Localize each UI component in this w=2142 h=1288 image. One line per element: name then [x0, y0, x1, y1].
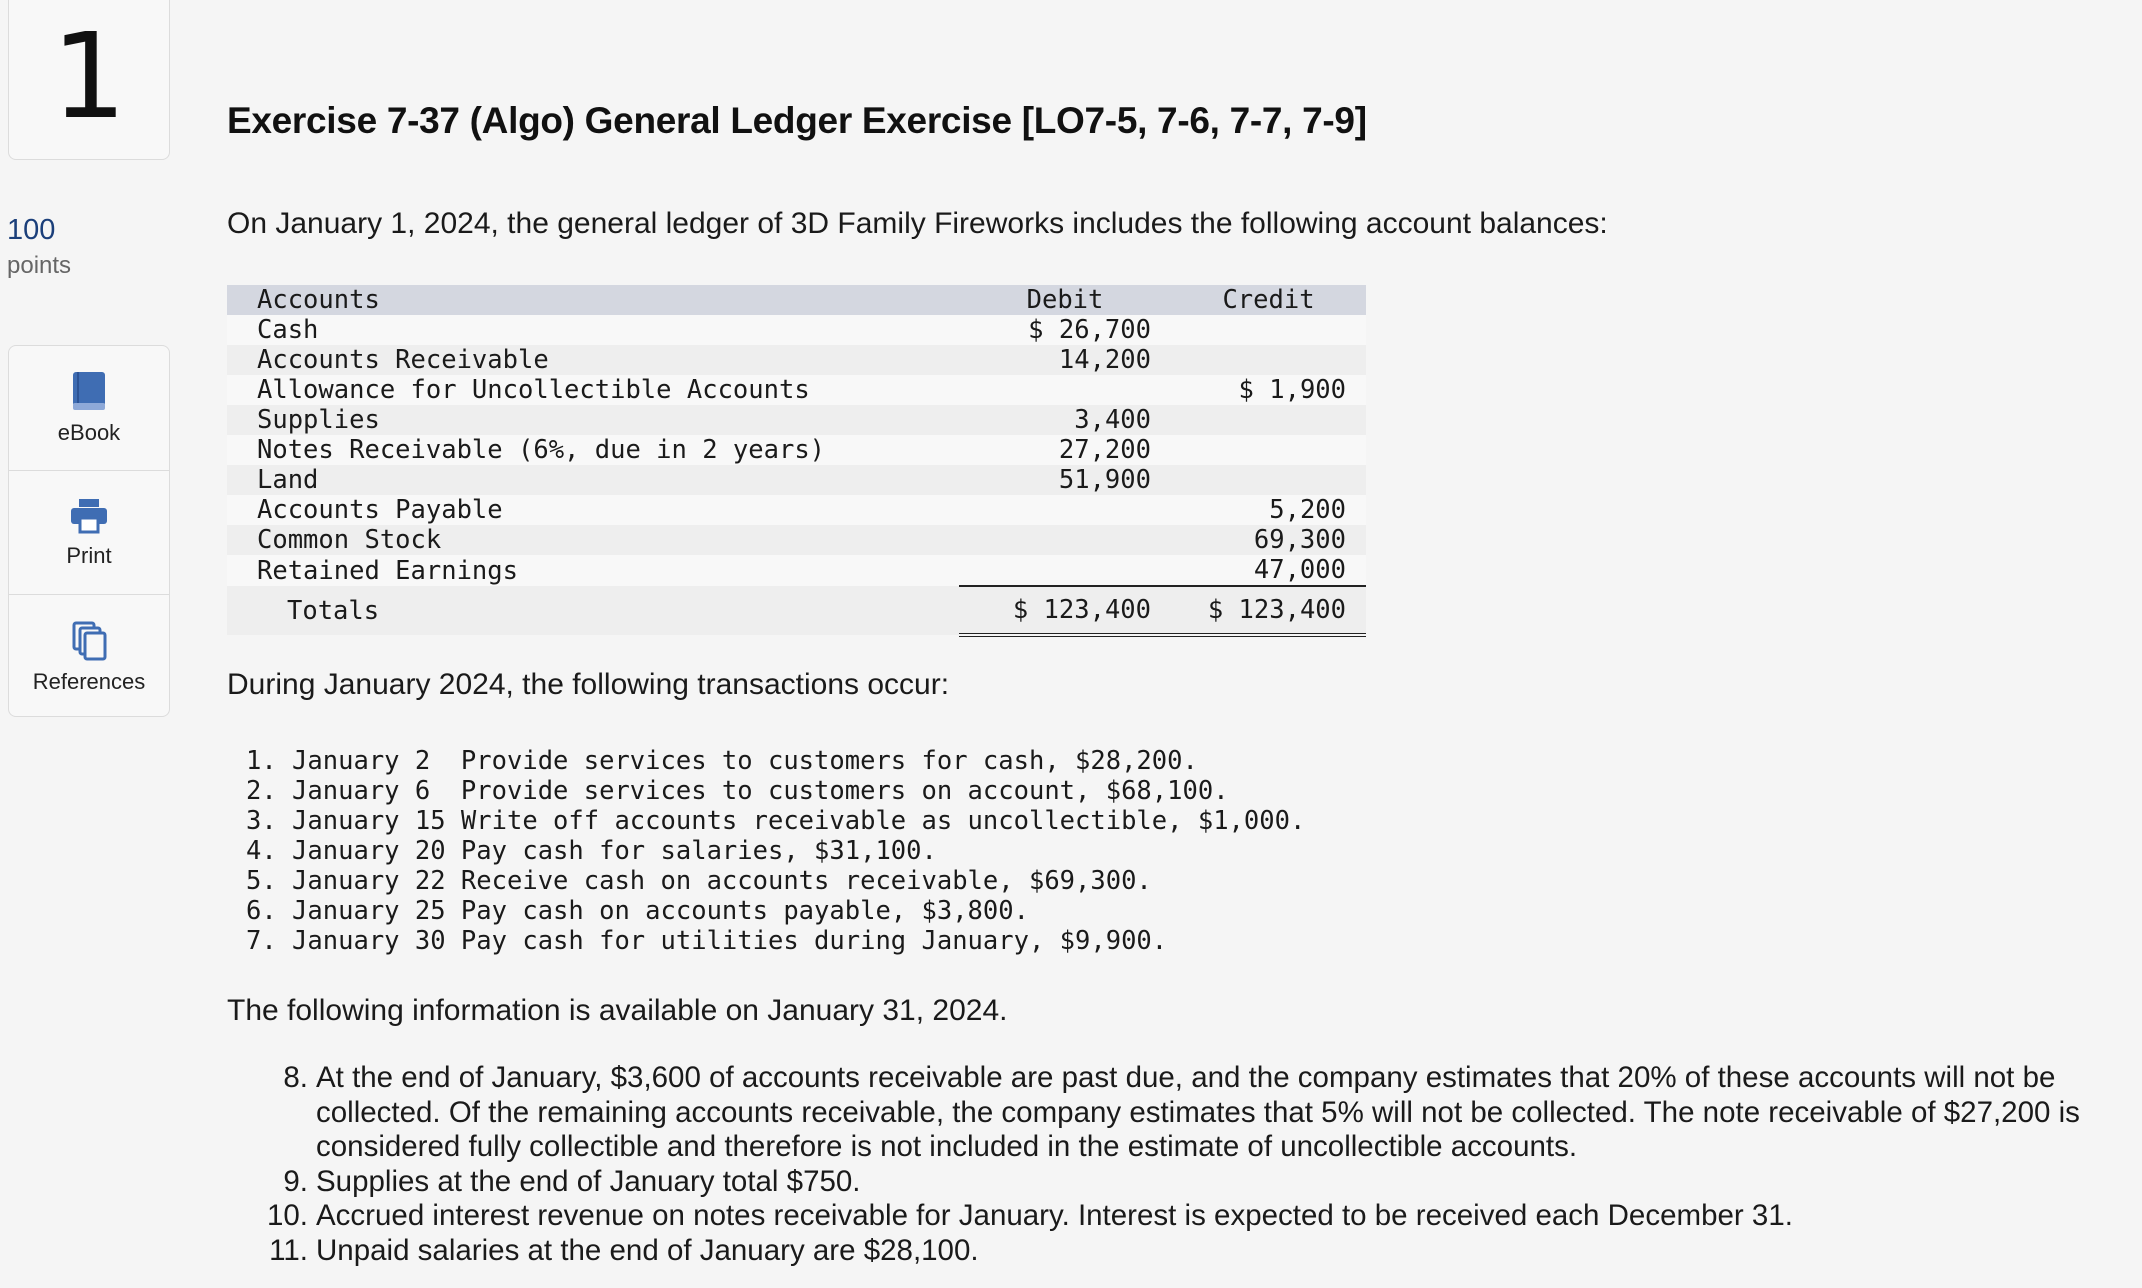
account-cell: Cash — [227, 315, 959, 345]
account-cell: Common Stock — [227, 525, 959, 555]
table-row — [227, 405, 1366, 435]
table-header-row — [227, 285, 1366, 315]
references-label: References — [32, 668, 146, 694]
exercise-title: Exercise 7-37 (Algo) General Ledger Exercise [LO7-5, 7-6, 7-7, 7-9] — [227, 100, 1367, 141]
account-cell: Supplies — [227, 405, 959, 435]
transaction-item: 3. January 15 Write off accounts receivable as uncollectible, $1,000. — [246, 806, 1306, 836]
debit-cell — [959, 495, 1171, 525]
ebook-label: eBook — [57, 420, 121, 445]
credit-cell — [1171, 465, 1366, 495]
intro-text: On January 1, 2024, the general ledger of 3D Family Fireworks includes the following account balances: — [227, 207, 1608, 240]
header-accounts: Accounts — [227, 285, 959, 315]
adjustment-text: At the end of January, $3,600 of accounts receivable are past due, and the company estimates that 20% of these accounts will not be collected. Of the remaining accounts receivable, the company estimates that 5% will not be collected. The note receivable of $27,200 is considered fully collectible and therefore is not included in the estimate of uncollectible accounts. — [316, 1061, 2080, 1163]
adjustment-text: Unpaid salaries at the end of January are $28,100. — [316, 1233, 979, 1267]
credit-cell: $ 1,900 — [1171, 375, 1366, 405]
table-row — [227, 525, 1366, 555]
ebook-icon — [71, 370, 107, 412]
debit-cell — [959, 525, 1171, 555]
table-row — [227, 555, 1366, 586]
transaction-item: 4. January 20 Pay cash for salaries, $31,100. — [246, 836, 937, 866]
points-value: 100 — [7, 214, 56, 246]
transaction-item: 1. January 2 Provide services to customers for cash, $28,200. — [246, 746, 1198, 776]
adjustment-item — [262, 1234, 2112, 1269]
debit-cell: $ 26,700 — [959, 315, 1171, 345]
info-intro: The following information is available on January 31, 2024. — [227, 994, 1008, 1027]
credit-cell — [1171, 405, 1366, 435]
credit-cell — [1171, 435, 1366, 465]
credit-cell: 5,200 — [1171, 495, 1366, 525]
credit-cell: 47,000 — [1171, 555, 1366, 586]
account-cell: Notes Receivable (6%, due in 2 years) — [227, 435, 959, 465]
totals-debit: $ 123,400 — [959, 586, 1171, 635]
ebook-button[interactable] — [9, 346, 169, 470]
transaction-item: 2. January 6 Provide services to customers on account, $68,100. — [246, 776, 1229, 806]
credit-cell: 69,300 — [1171, 525, 1366, 555]
adjustment-item — [262, 1165, 2112, 1200]
debit-cell: 3,400 — [959, 405, 1171, 435]
adjustment-number: 10. — [266, 1199, 308, 1232]
references-button[interactable] — [9, 594, 169, 718]
account-cell: Allowance for Uncollectible Accounts — [227, 375, 959, 405]
transaction-item: 6. January 25 Pay cash on accounts payable, $3,800. — [246, 896, 1029, 926]
adjustment-item — [262, 1061, 2112, 1165]
transactions-intro: During January 2024, the following transactions occur: — [227, 668, 950, 701]
debit-cell — [959, 555, 1171, 586]
adjustment-number: 11. — [269, 1233, 308, 1267]
debit-cell — [959, 375, 1171, 405]
header-credit: Credit — [1171, 285, 1366, 315]
print-button[interactable] — [9, 470, 169, 594]
debit-cell: 27,200 — [959, 435, 1171, 465]
debit-cell: 51,900 — [959, 465, 1171, 495]
adjustment-number: 9. — [283, 1164, 308, 1198]
table-row — [227, 495, 1366, 525]
totals-credit: $ 123,400 — [1171, 586, 1366, 635]
table-row — [227, 435, 1366, 465]
debit-cell: 14,200 — [959, 345, 1171, 375]
header-debit: Debit — [959, 285, 1171, 315]
totals-row — [227, 586, 1366, 635]
transactions-list — [246, 746, 1305, 956]
table-row — [227, 465, 1366, 495]
tool-panel — [8, 345, 170, 717]
adjustment-number: 8. — [283, 1061, 308, 1094]
account-cell: Land — [227, 465, 959, 495]
totals-label: Totals — [227, 586, 959, 635]
references-icon — [70, 619, 108, 661]
table-row — [227, 345, 1366, 375]
question-number: 1 — [8, 0, 170, 160]
credit-cell — [1171, 345, 1366, 375]
print-label: Print — [66, 542, 112, 568]
account-cell: Accounts Payable — [227, 495, 959, 525]
adjustment-text: Supplies at the end of January total $750. — [316, 1164, 861, 1198]
table-row — [227, 375, 1366, 405]
account-cell: Retained Earnings — [227, 555, 959, 586]
table-row — [227, 315, 1366, 345]
transaction-item: 7. January 30 Pay cash for utilities during January, $9,900. — [246, 926, 1168, 956]
transaction-item: 5. January 22 Receive cash on accounts receivable, $69,300. — [246, 866, 1152, 896]
adjustments-list — [262, 1061, 2112, 1268]
adjustment-item — [262, 1199, 2112, 1234]
account-balances-table — [227, 285, 1366, 637]
account-cell: Accounts Receivable — [227, 345, 959, 375]
credit-cell — [1171, 315, 1366, 345]
printer-icon — [69, 497, 109, 535]
points-label: points — [7, 252, 72, 279]
adjustment-text: Accrued interest revenue on notes receivable for January. Interest is expected to be received each December 31. — [316, 1199, 1793, 1232]
